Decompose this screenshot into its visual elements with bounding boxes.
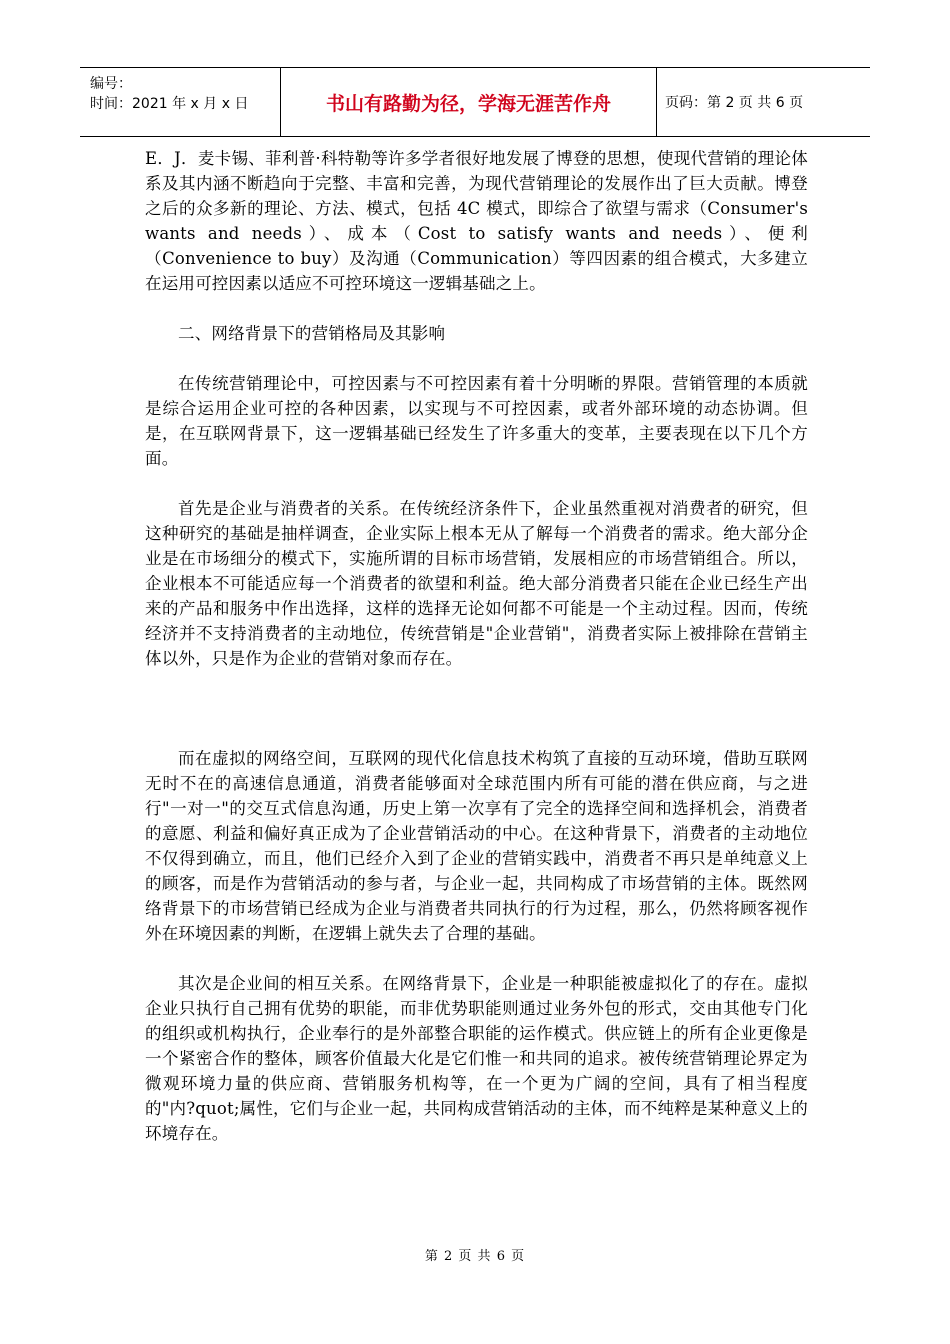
paragraph: 在传统营销理论中，可控因素与不可控因素有着十分明晰的界限。营销管理的本质就是综合运用企业可控的各种因素，以实现与不可控因素，或者外部环境的动态协调。但是，在互联网背景下，这一逻辑基础已经发生了许多重大的变革，主要表现在以下几个方面。 (145, 374, 808, 468)
section-heading: 二、网络背景下的营销格局及其影响 (178, 324, 446, 343)
page-header (80, 67, 870, 137)
paragraph: E．J．麦卡锡、菲利普·科特勒等许多学者很好地发展了博登的思想，使现代营销的理论体系及其内涵不断趋向于完整、丰富和完善，为现代营销理论的发展作出了巨大贡献。博登之后的众多新的理论、方法、模式，包括 4C 模式，即综合了欲望与需求（Consumer's wants and needs）、成本（Cost to satisfy wants and needs）、便利（Convenience to buy）及沟通（Communication）等四因素的组合模式，大多建立在运用可控因素以适应不可控环境这一逻辑基础之上。 (145, 149, 808, 293)
header-page-info: 页码：第 2 页 共 6 页 (665, 95, 804, 111)
paragraph: 其次是企业间的相互关系。在网络背景下，企业是一种职能被虚拟化了的存在。虚拟企业只执行自己拥有优势的职能，而非优势职能则通过业务外包的形式，交由其他专门化的组织或机构执行，企业奉行的是外部整合职能的运作模式。供应链上的所有企业更像是一个紧密合作的整体，顾客价值最大化是它们惟一和共同的追求。被传统营销理论界定为微观环境力量的供应商、营销服务机构等，在一个更为广阔的空间，具有了相当程度的"内?quot;属性，它们与企业一起，共同构成营销活动的主体，而不纯粹是某种意义上的环境存在。 (145, 974, 808, 1143)
document-body (145, 146, 808, 1146)
document-time: 时间：2021 年 x 月 x 日 (90, 96, 249, 112)
paragraph: 首先是企业与消费者的关系。在传统经济条件下，企业虽然重视对消费者的研究，但这种研究的基础是抽样调查，企业实际上根本无从了解每一个消费者的需求。绝大部分企业是在市场细分的模式下，实施所谓的目标市场营销，发展相应的市场营销组合。所以，企业根本不可能适应每一个消费者的欲望和利益。绝大部分消费者只能在企业已经生产出来的产品和服务中作出选择，这样的选择无论如何都不可能是一个主动过程。因而，传统经济并不支持消费者的主动地位，传统营销是"企业营销"，消费者实际上被排除在营销主体以外，只是作为企业的营销对象而存在。 (145, 499, 808, 668)
header-meta (80, 68, 281, 136)
header-motto: 书山有路勤为径，学海无涯苦作舟 (281, 68, 657, 136)
page-footer: 第 2 页 共 6 页 (424, 1249, 526, 1264)
document-number: 编号： (90, 76, 132, 92)
paragraph: 而在虚拟的网络空间，互联网的现代化信息技术构筑了直接的互动环境，借助互联网无时不在的高速信息通道，消费者能够面对全球范围内所有可能的潜在供应商，与之进行"一对一"的交互式信息沟通，历史上第一次享有了完全的选择空间和选择机会，消费者的意愿、利益和偏好真正成为了企业营销活动的中心。在这种背景下，消费者的主动地位不仅得到确立，而且，他们已经介入到了企业的营销实践中，消费者不再只是单纯意义上的顾客，而是作为营销活动的参与者，与企业一起，共同构成了市场营销的主体。既然网络背景下的市场营销已经成为企业与消费者共同执行的行为过程，那么，仍然将顾客视作外在环境因素的判断，在逻辑上就失去了合理的基础。 (145, 749, 808, 943)
